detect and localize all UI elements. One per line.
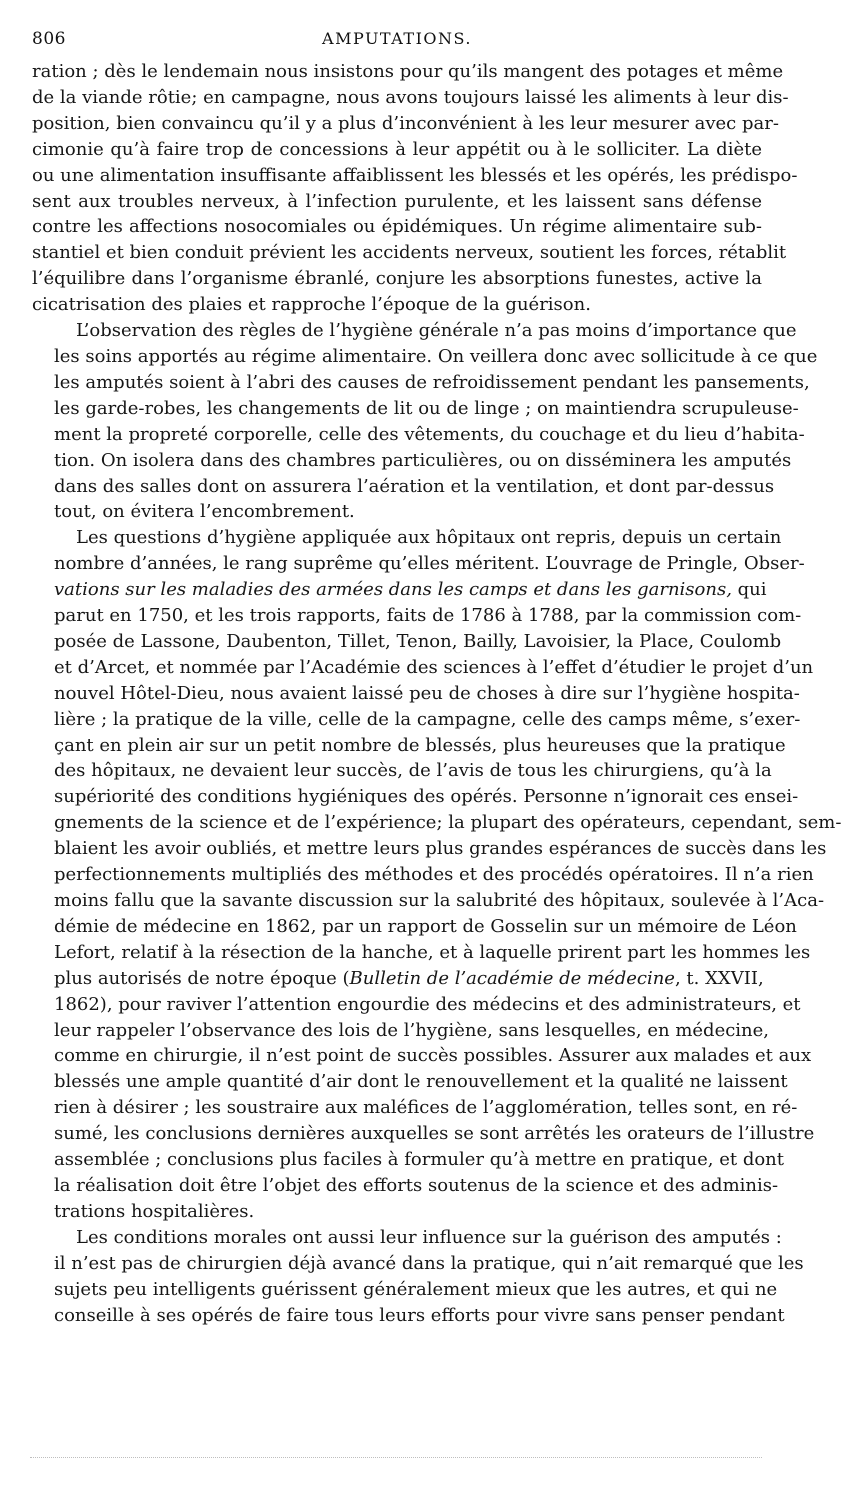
text-line: cicatrisation des plaies et rapproche l’époque de la guérison.: [32, 294, 591, 316]
paragraph-4: [32, 1225, 804, 1329]
text-line: Lefort, relatif à la résection de la hanche, et à laquelle prirent part les hommes les: [54, 941, 811, 963]
text-line: 1862), pour raviver l’attention engourdie des médecins et des administrateurs, et: [54, 993, 801, 1015]
paragraph-3: [32, 525, 841, 1224]
text-line: l’équilibre dans l’organisme ébranlé, conjure les absorptions funestes, active la: [32, 268, 762, 290]
text-line: dans des salles dont on assurera l’aération et la ventilation, et dont par-dessus: [54, 475, 775, 497]
text-line: parut en 1750, et les trois rapports, faits de 1786 à 1788, par la commission com-: [54, 605, 802, 627]
text-line: comme en chirurgie, il n’est point de succès possibles. Assurer aux malades et aux: [54, 1045, 812, 1067]
text-line: tion. On isolera dans des chambres particulières, ou on disséminera les amputés: [54, 449, 792, 471]
text-line: rien à désirer ; les soustraire aux maléfices de l’agglomération, telles sont, en ré-: [54, 1097, 798, 1119]
text-line: lière ; la pratique de la ville, celle de la campagne, celle des camps même, s’exer-: [54, 708, 801, 730]
text-line-with-italic-title: vations sur les maladies des armées dans les camps et dans les garnisons, qui: [54, 579, 767, 601]
text-line-with-italic-citation: plus autorisés de notre époque (Bulletin de l’académie de médecine, t. XXVII,: [54, 967, 764, 989]
text-line: blessés une ample quantité d’air dont le renouvellement et la qualité ne laissent: [54, 1071, 788, 1093]
text-line: perfectionnements multipliés des méthodes et des procédés opératoires. Il n’a rien: [54, 864, 814, 886]
text-line: gnements de la science et de l’expérience; la plupart des opérateurs, cependant, sem-: [54, 812, 841, 834]
text-line: Les questions d’hygiène appliquée aux hôpitaux ont repris, depuis un certain: [76, 527, 782, 549]
text-line: L’observation des règles de l’hygiène générale n’a pas moins d’importance que: [76, 320, 797, 342]
text-line: stantiel et bien conduit prévient les accidents nerveux, soutient les forces, rétablit: [32, 242, 787, 264]
text-line: et d’Arcet, et nommée par l’Académie des sciences à l’effet d’étudier le projet d’un: [54, 656, 814, 678]
page-header: [32, 27, 762, 59]
text-line: Les conditions morales ont aussi leur influence sur la guérison des amputés :: [76, 1226, 782, 1248]
text-line: les garde-robes, les changements de lit ou de linge ; on maintiendra scrupuleuse-: [54, 397, 799, 419]
text-line: ment la propreté corporelle, celle des vêtements, du couchage et du lieu d’habita-: [54, 423, 805, 445]
text-line: des hôpitaux, ne devaient leur succès, de l’avis de tous les chirurgiens, qu’à la: [54, 760, 772, 782]
text-line: la réalisation doit être l’objet des efforts soutenus de la science et des adminis-: [54, 1174, 779, 1196]
text-line: nouvel Hôtel-Dieu, nous avaient laissé peu de choses à dire sur l’hygiène hospita-: [54, 682, 800, 704]
text-line: sumé, les conclusions dernières auxquelles se sont arrêtés les orateurs de l’illustre: [54, 1123, 815, 1145]
text-line: démie de médecine en 1862, par un rapport de Gosselin sur un mémoire de Léon: [54, 915, 797, 937]
text-line: les amputés soient à l’abri des causes de refroidissement pendant les pansements,: [54, 371, 810, 393]
text-line: tout, on évitera l’encombrement.: [54, 501, 355, 523]
text-line: leur rappeler l’observance des lois de l’hygiène, sans lesquelles, en médecine,: [54, 1019, 770, 1041]
text-line: de la viande rôtie; en campagne, nous avons toujours laissé les aliments à leur dis-: [32, 86, 789, 108]
italic-title-fragment: vations sur les maladies des armées dans les camps et dans les garnisons,: [54, 579, 732, 601]
paragraph-2: [32, 318, 818, 525]
paragraph-1: [32, 59, 798, 318]
page-number: 806: [32, 29, 66, 49]
italic-citation: Bulletin de l’académie de médecine: [349, 967, 675, 989]
text-line: les soins apportés au régime alimentaire. On veillera donc avec sollicitude à ce que: [54, 345, 818, 367]
body-text: [32, 59, 841, 1328]
text-line: çant en plein air sur un petit nombre de blessés, plus heureuses que la pratique: [54, 734, 786, 756]
text-line: contre les affections nosocomiales ou épidémiques. Un régime alimentaire sub-: [32, 216, 762, 238]
text-line: nombre d’années, le rang suprême qu’elles méritent. L’ouvrage de Pringle, Obser-: [54, 553, 805, 575]
text-line: position, bien convaincu qu’il y a plus d’inconvénient à les leur mesurer avec par-: [32, 112, 779, 134]
running-title: AMPUTATIONS.: [322, 29, 472, 48]
text-line: ration ; dès le lendemain nous insistons pour qu’ils mangent des potages et même: [32, 61, 784, 82]
text-line: assemblée ; conclusions plus faciles à formuler qu’à mettre en pratique, et dont: [54, 1149, 785, 1171]
text-line: posée de Lassone, Daubenton, Tillet, Tenon, Bailly, Lavoisier, la Place, Coulomb: [54, 630, 782, 652]
text-line: sujets peu intelligents guérissent généralement mieux que les autres, et qui ne: [54, 1278, 778, 1300]
text-line: cimonie qu’à faire trop de concessions à leur appétit ou à le solliciter. La diète: [32, 138, 762, 160]
text-line: ou une alimentation insuffisante affaiblissent les blessés et les opérés, les prédispo-: [32, 164, 798, 186]
scan-footer-dotted-rule: [30, 1443, 762, 1458]
text-line: moins fallu que la savante discussion sur la salubrité des hôpitaux, soulevée à l’Aca-: [54, 890, 825, 911]
text-line: sent aux troubles nerveux, à l’infection purulente, et les laissent sans défense: [32, 190, 762, 212]
text-line: trations hospitalières.: [54, 1200, 255, 1222]
text-line: supériorité des conditions hygiéniques des opérés. Personne n’ignorait ces ensei-: [54, 786, 799, 808]
text-line: blaient les avoir oubliés, et mettre leurs plus grandes espérances de succès dans les: [54, 838, 827, 860]
text-line: il n’est pas de chirurgien déjà avancé dans la pratique, qui n’ait remarqué que les: [54, 1252, 804, 1274]
text-line: conseille à ses opérés de faire tous leurs efforts pour vivre sans penser pendant: [54, 1304, 785, 1326]
